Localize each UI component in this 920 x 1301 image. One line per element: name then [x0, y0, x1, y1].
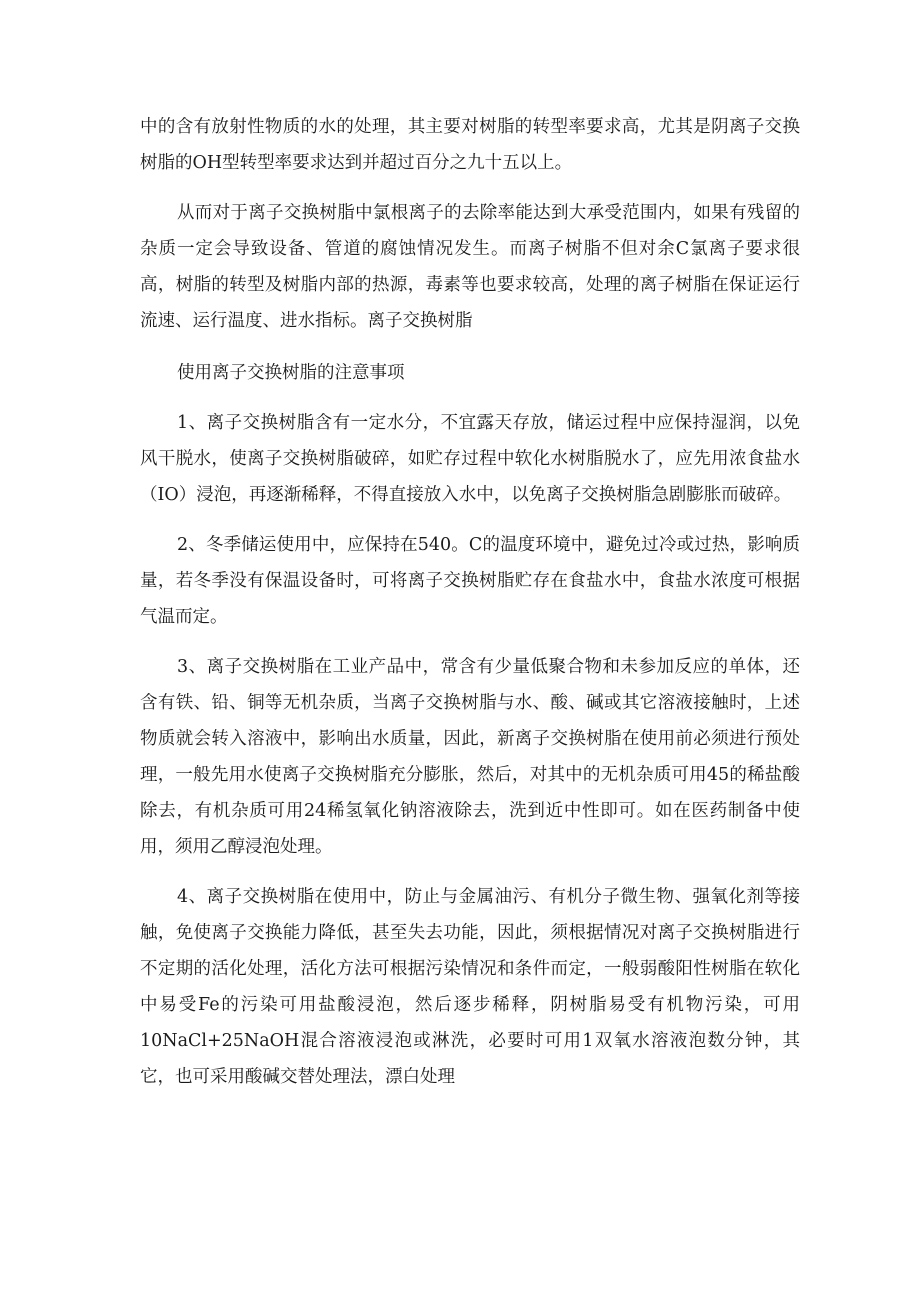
- paragraph-chloride-removal: 从而对于离子交换树脂中氯根离子的去除率能达到大承受范围内，如果有残留的杂质一定会导致设备、管道的腐蚀情况发生。而离子树脂不但对余C氯离子要求很高，树脂的转型及树脂内部的热源，毒素等也要求较高，处理的离子树脂在保证运行流速、运行温度、进水指标。离子交换树脂: [140, 203, 800, 331]
- paragraph-item-3: 3、离子交换树脂在工业产品中，常含有少量低聚合物和未参加反应的单体，还含有铁、铅、铜等无机杂质，当离子交换树脂与水、酸、碱或其它溶液接触时，上述物质就会转入溶液中，影响出水质量，因此，新离子交换树脂在使用前必须进行预处理，一般先用水使离子交换树脂充分膨胀，然后，对其中的无机杂质可用45的稀盐酸除去，有机杂质可用24稀氢氧化钠溶液除去，洗到近中性即可。如在医药制备中使用，须用乙醇浸泡处理。: [140, 657, 800, 857]
- section-heading: 使用离子交换树脂的注意事项: [177, 363, 405, 383]
- paragraph-item-1: 1、离子交换树脂含有一定水分，不宜露天存放，储运过程中应保持湿润，以免风干脱水，使离子交换树脂破碎，如贮存过程中软化水树脂脱水了，应先用浓食盐水（IO）浸泡，再逐渐稀释，不得直接放入水中，以免离子交换树脂急剧膨胀而破碎。: [140, 413, 800, 505]
- paragraph-item-2: 2、冬季储运使用中，应保持在540。C的温度环境中，避免过冷或过热，影响质量，若冬季没有保温设备时，可将离子交换树脂贮存在食盐水中，食盐水浓度可根据气温而定。: [140, 535, 800, 627]
- paragraph-item-4: 4、离子交换树脂在使用中，防止与金属油污、有机分子微生物、强氧化剂等接触，免使离子交换能力降低，甚至失去功能，因此，须根据情况对离子交换树脂进行不定期的活化处理，活化方法可根据污染情况和条件而定，一般弱酸阳性树脂在软化中易受Fe的污染可用盐酸浸泡，然后逐步稀释，阴树脂易受有机物污染，可用10NaCl+25NaOH混合溶液浸泡或淋洗，必要时可用1双氧水溶液泡数分钟，其它，也可采用酸碱交替处理法，漂白处理: [140, 887, 800, 1087]
- paragraph-continuation: 中的含有放射性物质的水的处理，其主要对树脂的转型率要求高，尤其是阴离子交换树脂的OH型转型率要求达到并超过百分之九十五以上。: [140, 117, 800, 173]
- document-body: [140, 109, 800, 1095]
